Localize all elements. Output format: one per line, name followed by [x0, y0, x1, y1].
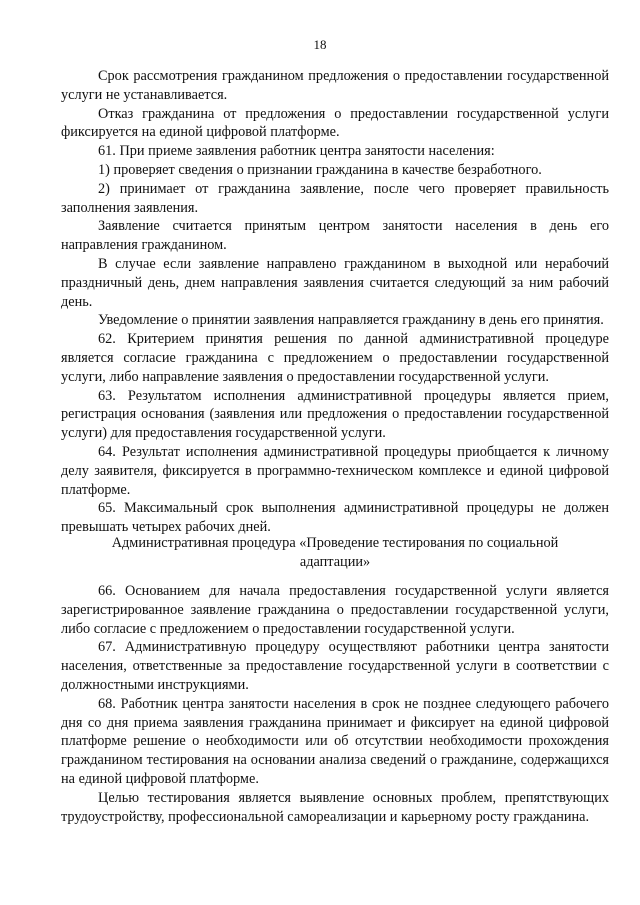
paragraph: Отказ гражданина от предложения о предоставлении государственной услуги фиксируется на единой цифровой платформе. [61, 105, 609, 141]
paragraph: 67. Административную процедуру осуществляют работники центра занятости населения, ответственные за предоставление государственной услуги в соответствии с должностными инструкциями. [61, 639, 609, 693]
paragraph: 2) принимает от гражданина заявление, после чего проверяет правильность заполнения заявления. [61, 180, 609, 216]
paragraph: 65. Максимальный срок выполнения административной процедуры не должен превышать четырех рабочих дней. [61, 500, 609, 536]
paragraph: Срок рассмотрения гражданином предложения о предоставлении государственной услуги не устанавливается. [61, 68, 609, 103]
paragraph: 66. Основанием для начала предоставления государственной услуги является зарегистрированное заявление гражданина о предоставлении государственной услуги, либо согласие с предложением о предоставлении государственной услуги. [61, 583, 609, 637]
paragraph: 61. При приеме заявления работник центра занятости населения: [98, 143, 495, 160]
paragraph: 64. Результат исполнения административной процедуры приобщается к личному делу заявителя, фиксируется в программно-техническом комплексе и единой цифровой платформе. [61, 443, 609, 498]
paragraph: 1) проверяет сведения о признании гражданина в качестве безработного. [98, 161, 542, 178]
paragraph: 62. Критерием принятия решения по данной административной процедуре является согласие гражданина с предложением о предоставлении государственной услуги, либо направление заявления о предоставлении государственной услуги. [61, 331, 609, 385]
paragraph: В случае если заявление направлено гражданином в выходной или нерабочий праздничный день, днем направления заявления считается следующий за ним рабочий день. [61, 255, 609, 310]
body-text-before [61, 67, 609, 537]
page-number: 18 [313, 37, 327, 52]
paragraph: 68. Работник центра занятости населения в срок не позднее следующего рабочего дня со дня приема заявления гражданина принимает и фиксирует на единой цифровой платформе решение о необходимости или об отсутствии необходимости прохождения гражданином тестирования на основании анализа сведений о гражданине, содержащихся на единой цифровой платформе. [61, 695, 609, 787]
paragraph: Целью тестирования является выявление основных проблем, препятствующих трудоустройству, профессиональной самореализации и карьерному росту гражданина. [61, 789, 609, 825]
section-heading: Административная процедура «Проведение тестирования по социальной адаптации» [111, 535, 559, 570]
paragraph: Заявление считается принятым центром занятости населения в день его направления гражданином. [61, 218, 609, 254]
paragraph: 63. Результатом исполнения административной процедуры является прием, регистрация основания (заявления или предложения о предоставлении государственной услуги) для предоставления государственной услуги. [61, 387, 609, 442]
body-text-after [61, 582, 609, 826]
paragraph: Уведомление о принятии заявления направляется гражданину в день его принятия. [98, 312, 604, 329]
